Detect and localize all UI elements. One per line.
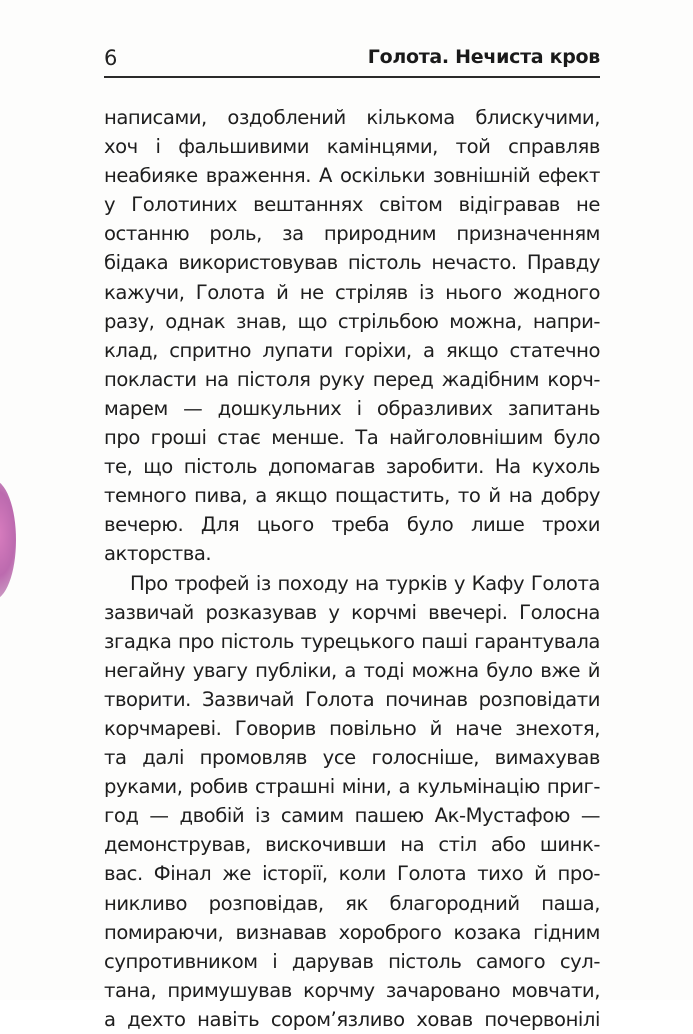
text-line: про гроші стає менше. Та найголовнішим було xyxy=(104,423,600,452)
text-line: Про трофей із походу на турків у Кафу Голота xyxy=(104,569,600,598)
text-line: тана, примушував корчму зачаровано мовчати, xyxy=(104,976,600,1005)
text-line: покласти на пістоля руку перед жадібним корч- xyxy=(104,365,600,394)
paragraph-2 xyxy=(104,569,600,1034)
text-line: корчмареві. Говорив повільно й наче знехотя, xyxy=(104,714,600,743)
text-line: демонстрував, вискочивши на стіл або шинк- xyxy=(104,830,600,859)
body-text xyxy=(104,103,600,1034)
text-line: та далі промовляв усе голосніше, вимахував xyxy=(104,743,600,772)
text-line: а дехто навіть сором’язливо ховав почервонілі xyxy=(104,1005,600,1034)
text-line: бідака використовував пістоль нечасто. Правду xyxy=(104,248,600,277)
text-line: вечерю. Для цього треба було лише трохи xyxy=(104,510,600,539)
text-line: останню роль, за природним призначенням xyxy=(104,219,600,248)
text-line: у Голотиних вештаннях світом відігравав не xyxy=(104,190,600,219)
text-line: неабияке враження. А оскільки зовнішній ефект xyxy=(104,161,600,190)
page-edge-stain xyxy=(0,480,16,600)
text-line: разу, однак знав, що стрільбою можна, напри- xyxy=(104,307,600,336)
paragraph-1 xyxy=(104,103,600,569)
text-line: написами, оздоблений кількома блискучими, xyxy=(104,103,600,132)
text-line: марем — дошкульних і образливих запитань xyxy=(104,394,600,423)
text-line: помираючи, визнавав хороброго козака гідним xyxy=(104,918,600,947)
text-line: вас. Фінал же історії, коли Голота тихо й про- xyxy=(104,859,600,888)
text-line: клад, спритно лупати горіхи, а якщо статечно xyxy=(104,336,600,365)
text-line: супротивником і дарував пістоль самого сул- xyxy=(104,947,600,976)
text-line: кажучи, Голота й не стріляв із нього жодного xyxy=(104,278,600,307)
text-line: негайну увагу публіки, а тоді можна було вже й xyxy=(104,656,600,685)
text-line: руками, робив страшні міни, а кульмінацію приг- xyxy=(104,772,600,801)
text-line: темного пива, а якщо пощастить, то й на добру xyxy=(104,481,600,510)
text-line: творити. Зазвичай Голота починав розповідати xyxy=(104,685,600,714)
text-line: те, що пістоль допомагав заробити. На кухоль xyxy=(104,452,600,481)
text-line: хоч і фальшивими камінцями, той справляв xyxy=(104,132,600,161)
text-line: зазвичай розказував у корчмі ввечері. Голосна xyxy=(104,598,600,627)
header-rule xyxy=(104,76,600,78)
page-number: 6 xyxy=(104,46,117,70)
running-title: Голота. Нечиста кров xyxy=(368,46,600,68)
page-header xyxy=(104,42,600,78)
text-line: год — двобій із самим пашею Ак-Мустафою — xyxy=(104,801,600,830)
text-line: згадка про пістоль турецького паші гарантувала xyxy=(104,627,600,656)
text-line: никливо розповідав, як благородний паша, xyxy=(104,889,600,918)
text-line: акторства. xyxy=(104,539,600,568)
